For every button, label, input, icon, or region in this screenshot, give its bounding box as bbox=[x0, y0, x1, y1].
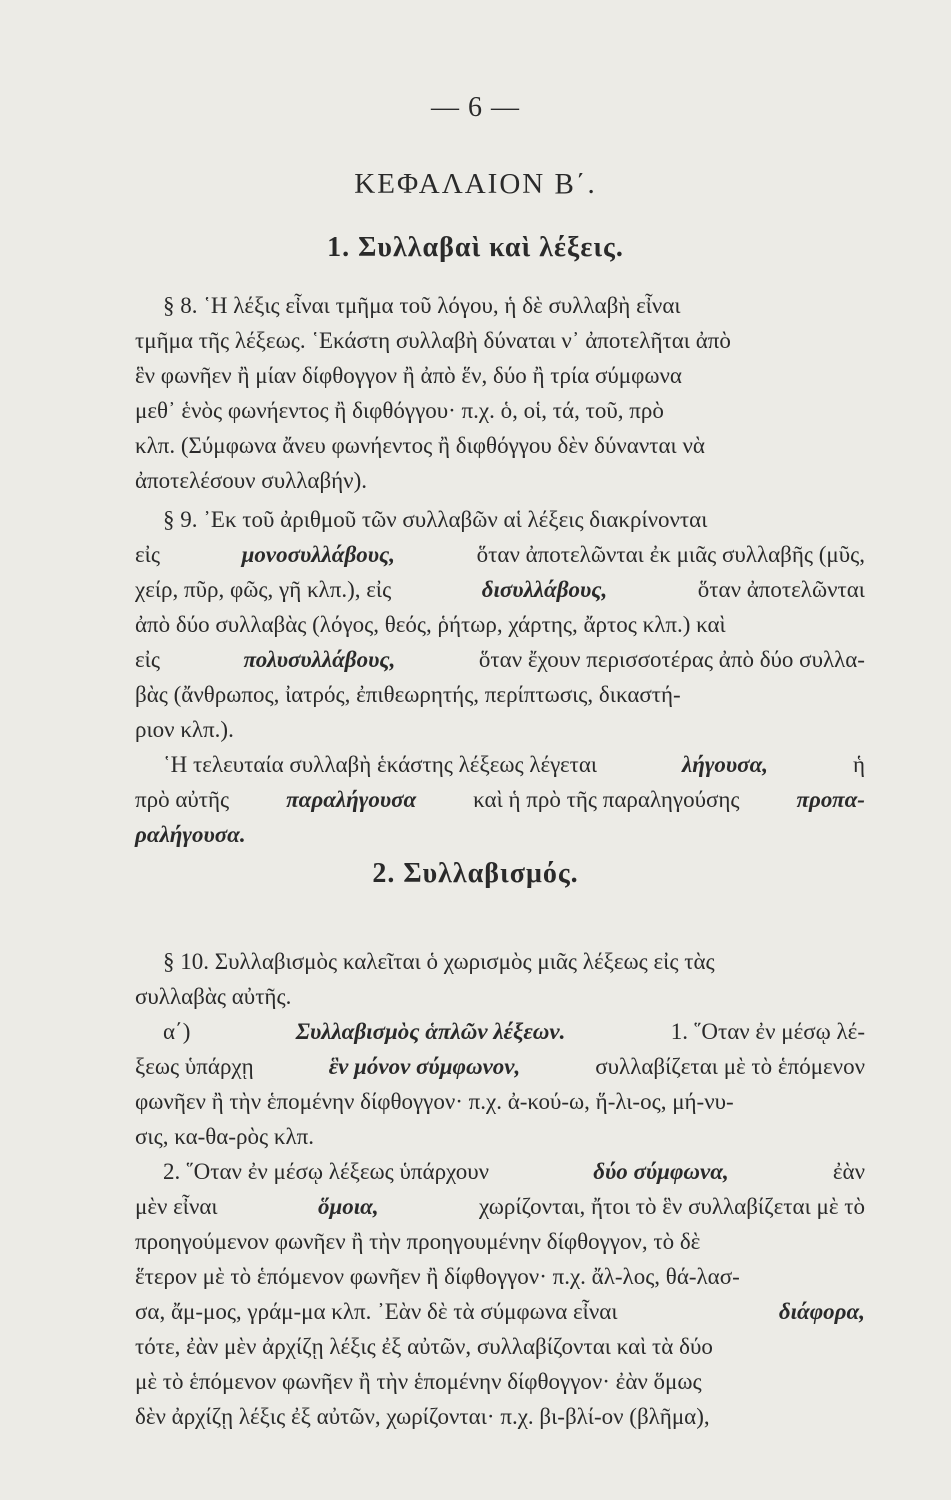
text-line: μὲ τὸ ἑπόμενον φωνῆεν ἢ τὴν ἑπομένην δίφθογγον· ἐὰν ὅμως bbox=[135, 1369, 702, 1394]
text-line bbox=[135, 782, 865, 817]
chapter-heading: ΚΕΦΑΛΑΙΟΝ Β΄. bbox=[354, 168, 597, 200]
text-line bbox=[135, 817, 865, 852]
text-run: εἰς bbox=[135, 647, 160, 672]
text-line: κλπ. (Σύμφωνα ἄνευ φωνήεντος ἢ διφθόγγου δὲν δύνανται νὰ bbox=[135, 433, 705, 458]
term-different: διάφορα, bbox=[778, 1299, 865, 1324]
term-two-consonants: δύο σύμφωνα, bbox=[593, 1159, 729, 1184]
text-run: α΄) bbox=[163, 1019, 191, 1044]
text-line: τότε, ἐὰν μὲν ἀρχίζῃ λέξις ἐξ αὐτῶν, συλλαβίζονται καὶ τὰ δύο bbox=[135, 1334, 713, 1359]
text-line: σις, κα-θα-ρὸς κλπ. bbox=[135, 1124, 314, 1149]
text-line bbox=[135, 572, 865, 607]
text-run: ῾Η τελευταία συλλαβὴ ἑκάστης λέξεως λέγεται bbox=[163, 752, 598, 777]
text-line bbox=[135, 537, 865, 572]
text-line: § 9. ᾿Εκ τοῦ ἀριθμοῦ τῶν συλλαβῶν αἱ λέξεις διακρίνονται bbox=[163, 507, 708, 532]
text-line: φωνῆεν ἢ τὴν ἑπομένην δίφθογγον· π.χ. ἀ-κού-ω, ἥ-λι-ος, μή-νυ- bbox=[135, 1089, 734, 1114]
term-paraligousa: παραλήγουσα bbox=[286, 787, 417, 812]
text-line: § 8. ῾Η λέξις εἶναι τμῆμα τοῦ λόγου, ἡ δὲ συλλαβὴ εἶναι bbox=[163, 293, 681, 318]
text-run: ὅταν ἀποτελῶνται ἐκ μιᾶς συλλαβῆς (μῦς, bbox=[476, 542, 865, 567]
text-run: χωρίζονται, ἤτοι τὸ ἓν συλλαβίζεται μὲ τὸ bbox=[479, 1194, 865, 1219]
text-line: ἓν φωνῆεν ἢ μίαν δίφθογγον ἢ ἀπὸ ἕν, δύο ἢ τρία σύμφωνα bbox=[135, 363, 682, 388]
term-polysyllabic: πολυσυλλάβους, bbox=[243, 647, 396, 672]
text-run: 1. ῞Οταν ἐν μέσῳ λέ- bbox=[670, 1019, 865, 1044]
term-proparaligousa-end: ραλήγουσα. bbox=[135, 822, 246, 847]
text-run: ξεως ὑπάρχῃ bbox=[135, 1054, 254, 1079]
body-text bbox=[135, 288, 865, 1434]
text-run: ὅταν ἀποτελῶνται bbox=[697, 577, 865, 602]
page-number: — 6 — bbox=[431, 92, 520, 123]
text-line bbox=[135, 642, 865, 677]
text-line: προηγούμενον φωνῆεν ἢ τὴν προηγουμένην δίφθογγον, τὸ δὲ bbox=[135, 1229, 701, 1254]
text-run: 2. ῞Οταν ἐν μέσῳ λέξεως ὑπάρχουν bbox=[163, 1159, 490, 1184]
text-line: ἕτερον μὲ τὸ ἑπόμενον φωνῆεν ἢ δίφθογγον· π.χ. ἄλ-λος, θά-λασ- bbox=[135, 1264, 740, 1289]
term-disyllabic: δισυλλάβους, bbox=[481, 577, 608, 602]
text-run: μὲν εἶναι bbox=[135, 1194, 218, 1219]
text-run: ἐὰν bbox=[832, 1159, 865, 1184]
text-line bbox=[135, 1294, 865, 1329]
term-similar: ὅμοια, bbox=[317, 1194, 379, 1219]
term-proparaligousa: προπα- bbox=[796, 787, 865, 812]
term-one-consonant: ἓν μόνον σύμφωνον, bbox=[328, 1054, 521, 1079]
term-monosyllabic: μονοσυλλάβους, bbox=[241, 542, 395, 567]
text-line bbox=[135, 1154, 865, 1189]
text-line bbox=[135, 1049, 865, 1084]
text-line: ἀποτελέσουν συλλαβήν). bbox=[135, 468, 367, 493]
text-line: § 10. Συλλαβισμὸς καλεῖται ὁ χωρισμὸς μιᾶς λέξεως εἰς τὰς bbox=[163, 949, 715, 974]
text-run: συλλαβίζεται μὲ τὸ ἑπόμενον bbox=[595, 1054, 865, 1079]
text-run: ὅταν ἔχουν περισσοτέρας ἀπὸ δύο συλλα- bbox=[478, 647, 865, 672]
text-line bbox=[135, 747, 865, 782]
text-run: σα, ἄμ-μος, γράμ-μα κλπ. ᾿Εὰν δὲ τὰ σύμφωνα εἶναι bbox=[135, 1299, 618, 1324]
text-line: μεθ᾿ ἑνὸς φωνήεντος ἢ διφθόγγου· π.χ. ὁ, οἱ, τά, τοῦ, πρὸ bbox=[135, 398, 664, 423]
text-line: δὲν ἀρχίζῃ λέξις ἐξ αὐτῶν, χωρίζονται· π.χ. βι-βλί-ον (βλῆμα), bbox=[135, 1404, 710, 1429]
text-line: ριον κλπ.). bbox=[135, 717, 234, 742]
section-title-1: 1. Συλλαβαὶ καὶ λέξεις. bbox=[327, 232, 624, 263]
text-line: συλλαβὰς αὐτῆς. bbox=[135, 984, 292, 1009]
text-run: χείρ, πῦρ, φῶς, γῆ κλπ.), εἰς bbox=[135, 577, 392, 602]
text-line: τμῆμα τῆς λέξεως. ῾Εκάστη συλλαβὴ δύναται ν᾿ ἀποτελῆται ἀπὸ bbox=[135, 328, 731, 353]
text-line: ἀπὸ δύο συλλαβὰς (λόγος, θεός, ῥήτωρ, χάρτης, ἄρτος κλπ.) καὶ bbox=[135, 612, 726, 637]
text-run: ἡ bbox=[852, 752, 865, 777]
term-simple-words: Συλλαβισμὸς ἁπλῶν λέξεων. bbox=[295, 1019, 566, 1044]
term-ligousa: λήγουσα, bbox=[682, 752, 769, 777]
text-run: πρὸ αὐτῆς bbox=[135, 787, 230, 812]
text-run: καὶ ἡ πρὸ τῆς παραληγούσης bbox=[473, 787, 740, 812]
section-title-2: 2. Συλλαβισμός. bbox=[372, 858, 579, 889]
text-line: βὰς (ἄνθρωπος, ἰατρός, ἐπιθεωρητής, περίπτωσις, δικαστή- bbox=[135, 682, 681, 707]
text-run: εἰς bbox=[135, 542, 160, 567]
text-line bbox=[135, 1189, 865, 1224]
text-line bbox=[135, 1014, 865, 1049]
section-gap bbox=[135, 852, 865, 944]
